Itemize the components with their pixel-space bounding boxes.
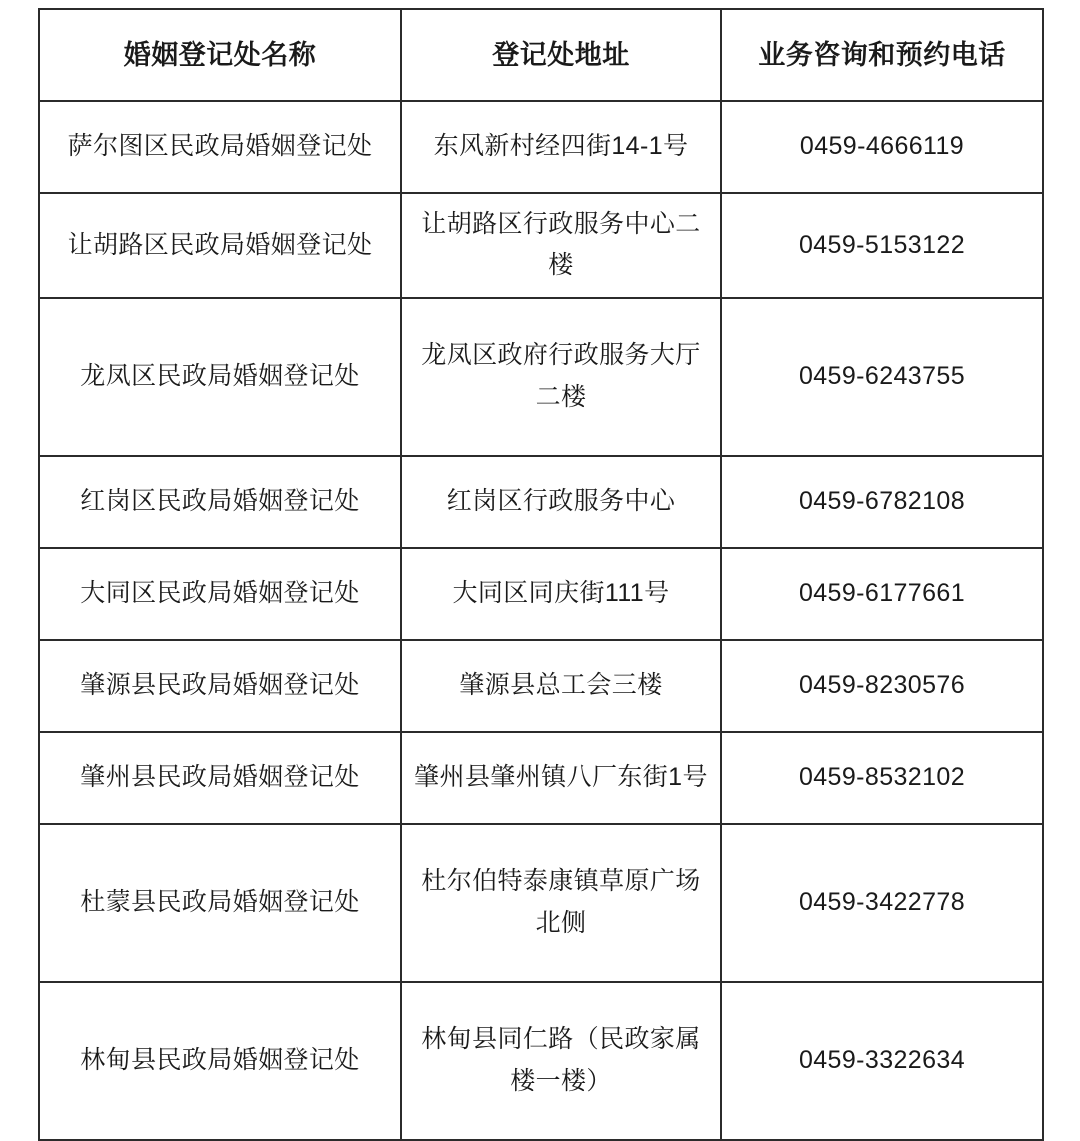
cell-address: 肇源县总工会三楼 — [401, 640, 721, 732]
cell-office-name: 肇源县民政局婚姻登记处 — [39, 640, 401, 732]
marriage-registry-table — [38, 8, 1044, 1141]
cell-phone: 0459-3322634 — [721, 982, 1043, 1140]
table-header-row — [39, 9, 1043, 101]
cell-phone: 0459-3422778 — [721, 824, 1043, 982]
table-row — [39, 982, 1043, 1140]
table-row — [39, 824, 1043, 982]
cell-office-name: 杜蒙县民政局婚姻登记处 — [39, 824, 401, 982]
cell-address: 让胡路区行政服务中心二楼 — [401, 193, 721, 298]
cell-office-name: 肇州县民政局婚姻登记处 — [39, 732, 401, 824]
table-row — [39, 732, 1043, 824]
cell-office-name: 红岗区民政局婚姻登记处 — [39, 456, 401, 548]
table-row — [39, 640, 1043, 732]
column-header-phone: 业务咨询和预约电话 — [721, 9, 1043, 101]
cell-phone: 0459-8230576 — [721, 640, 1043, 732]
table-row — [39, 298, 1043, 456]
cell-address: 林甸县同仁路（民政家属楼一楼） — [401, 982, 721, 1140]
column-header-address: 登记处地址 — [401, 9, 721, 101]
cell-address: 杜尔伯特泰康镇草原广场北侧 — [401, 824, 721, 982]
table-row — [39, 193, 1043, 298]
cell-phone: 0459-4666119 — [721, 101, 1043, 193]
column-header-office-name: 婚姻登记处名称 — [39, 9, 401, 101]
table-header — [39, 9, 1043, 101]
cell-phone: 0459-6243755 — [721, 298, 1043, 456]
cell-office-name: 龙凤区民政局婚姻登记处 — [39, 298, 401, 456]
cell-phone: 0459-6177661 — [721, 548, 1043, 640]
cell-office-name: 让胡路区民政局婚姻登记处 — [39, 193, 401, 298]
cell-phone: 0459-8532102 — [721, 732, 1043, 824]
cell-office-name: 林甸县民政局婚姻登记处 — [39, 982, 401, 1140]
table-row — [39, 101, 1043, 193]
cell-office-name: 萨尔图区民政局婚姻登记处 — [39, 101, 401, 193]
cell-phone: 0459-6782108 — [721, 456, 1043, 548]
cell-address: 肇州县肇州镇八厂东街1号 — [401, 732, 721, 824]
cell-office-name: 大同区民政局婚姻登记处 — [39, 548, 401, 640]
cell-address: 大同区同庆街111号 — [401, 548, 721, 640]
cell-phone: 0459-5153122 — [721, 193, 1043, 298]
table-row — [39, 456, 1043, 548]
cell-address: 红岗区行政服务中心 — [401, 456, 721, 548]
table-row — [39, 548, 1043, 640]
table-body — [39, 101, 1043, 1140]
cell-address: 东风新村经四街14-1号 — [401, 101, 721, 193]
cell-address: 龙凤区政府行政服务大厅二楼 — [401, 298, 721, 456]
